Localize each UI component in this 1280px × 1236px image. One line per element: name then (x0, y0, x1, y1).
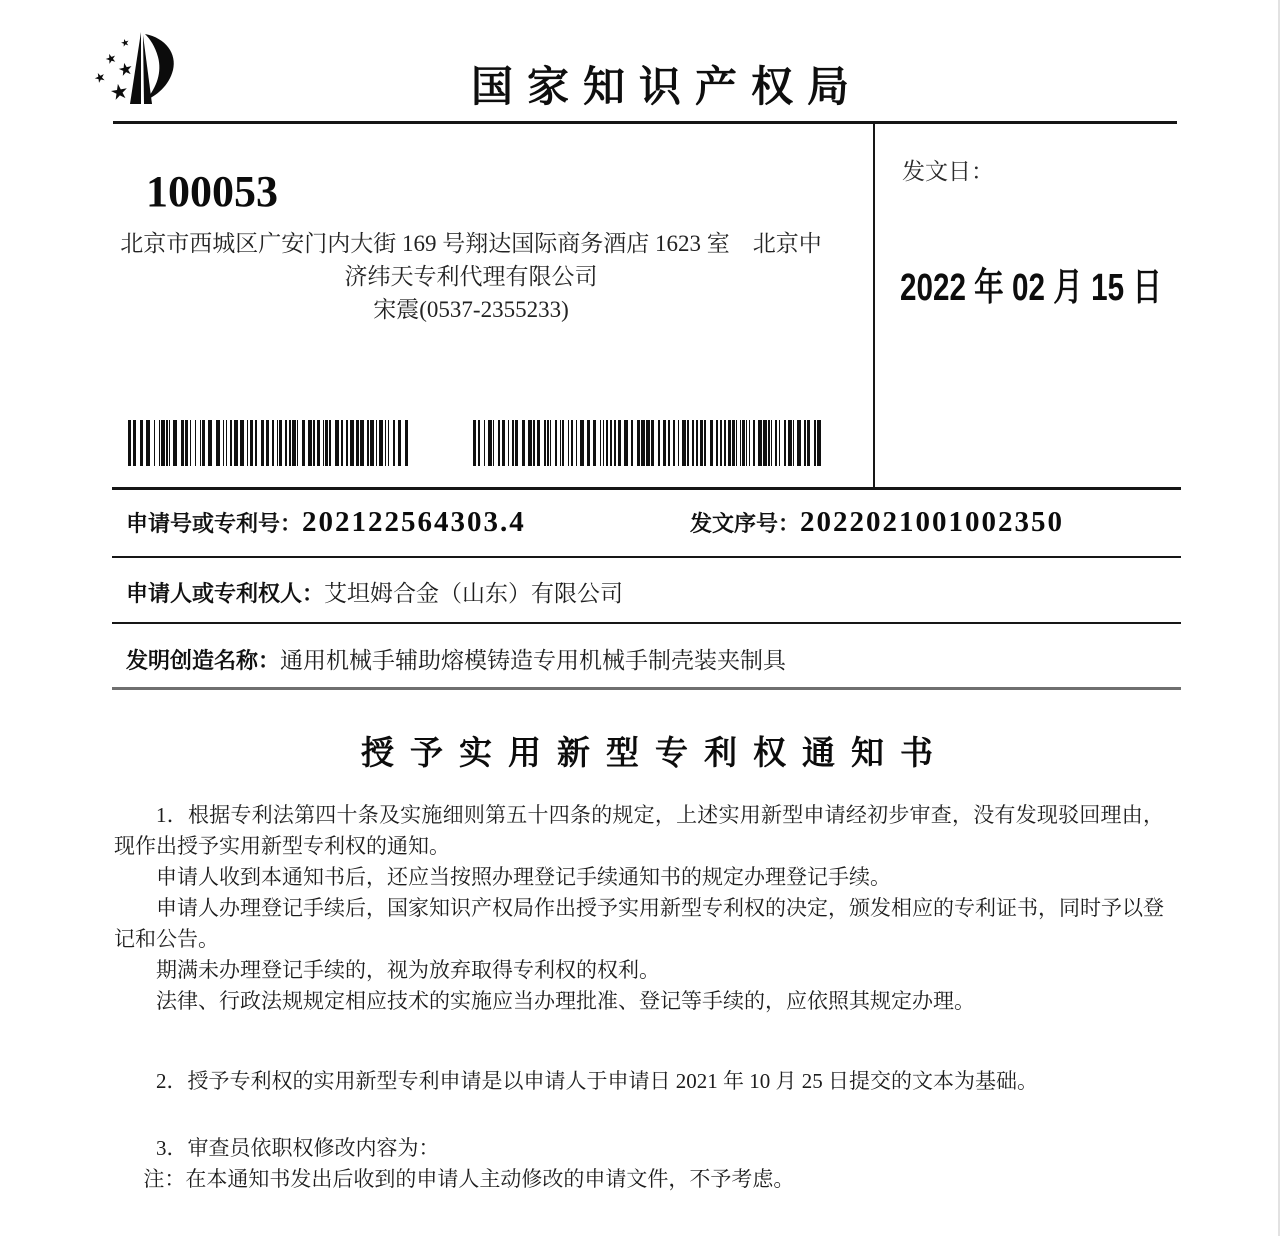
notice-note: 注：在本通知书发出后收到的申请人主动修改的申请文件，不予考虑。 (143, 1167, 795, 1191)
star-icon: ★ (102, 49, 119, 68)
serial-number-value: 2022021001002350 (800, 506, 1065, 538)
table-rule-2 (112, 556, 1181, 558)
notice-body (114, 800, 1164, 1195)
barcode (128, 420, 414, 466)
notice-paragraph: 1．根据专利法第四十条及实施细则第五十四条的规定，上述实用新型申请经初步审查，没有发现驳回理由，现作出授予实用新型专利权的通知。 (114, 803, 1164, 858)
notice-paragraph: 3．审查员依职权修改内容为： (156, 1136, 440, 1160)
dispatch-date-value: 2022 年 02 月 15 日 (900, 267, 1162, 309)
notice-paragraph: 申请人办理登记手续后，国家知识产权局作出授予实用新型专利权的决定，颁发相应的专利证书，同时予以登记和公告。 (114, 896, 1164, 951)
applicant-row (126, 575, 623, 608)
notice-paragraph: 法律、行政法规规定相应技术的实施应当办理批准、登记等手续的，应依照其规定办理。 (156, 989, 975, 1013)
star-icon: ★ (119, 37, 132, 50)
invention-title-value: 通用机械手辅助熔模铸造专用机械手制壳装夹制具 (280, 648, 787, 673)
application-number-value: 202122564303.4 (302, 506, 526, 538)
applicant-label: 申请人或专利权人： (126, 581, 325, 606)
barcode (473, 420, 824, 466)
dispatch-date-label: 发文日： (902, 159, 994, 184)
recipient-address (118, 227, 824, 326)
serial-number-row (690, 506, 1064, 539)
application-number-row (126, 506, 526, 539)
header-rule (113, 121, 1177, 124)
invention-title-label: 发明创造名称： (126, 648, 281, 673)
address-line-2: 济纬天专利代理有限公司 (344, 264, 598, 289)
notice-paragraph: 期满未办理登记手续的，视为放弃取得专利权的权利。 (156, 958, 660, 982)
table-rule-3 (112, 622, 1181, 624)
recipient-contact: 宋震(0537-2355233) (373, 297, 569, 322)
applicant-value: 艾坦姆合金（山东）有限公司 (324, 581, 624, 606)
application-number-label: 申请号或专利号： (126, 511, 303, 536)
notice-paragraph: 2．授予专利权的实用新型专利申请是以申请人于申请日 2021 年 10 月 25 日提交的文本为基础。 (156, 1069, 1038, 1093)
star-icon: ★ (107, 78, 131, 106)
star-icon: ★ (91, 68, 109, 87)
invention-title-row (126, 642, 786, 675)
table-rule-1 (112, 487, 1181, 490)
address-line-1: 北京市西城区广安门内大街 169 号翔达国际商务酒店 1623 室 北京中 (120, 231, 822, 256)
postal-code: 100053 (146, 167, 278, 216)
table-bottom-rule (112, 687, 1181, 690)
star-icon: ★ (116, 58, 136, 81)
serial-number-label: 发文序号： (690, 511, 801, 536)
dispatch-box-left-border (873, 121, 875, 489)
notice-paragraph: 申请人收到本通知书后，还应当按照办理登记手续通知书的规定办理登记手续。 (156, 865, 891, 889)
notice-title: 授予实用新型专利权通知书 (361, 734, 949, 771)
agency-title: 国家知识产权局 (470, 63, 863, 110)
